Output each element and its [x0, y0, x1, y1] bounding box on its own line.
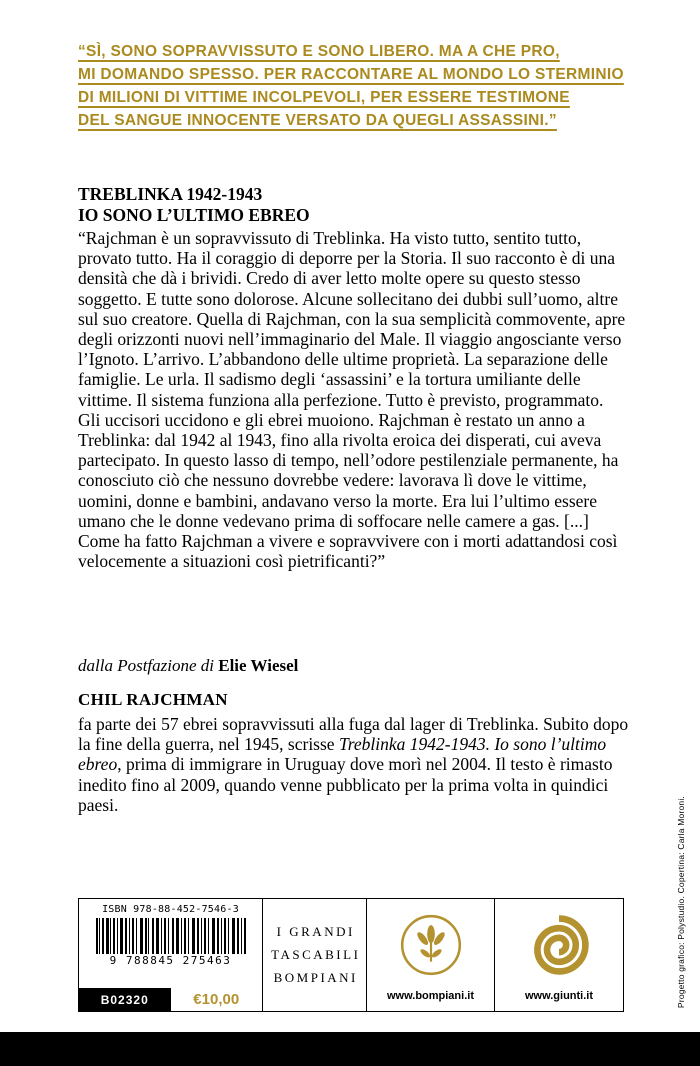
bompiani-cell — [366, 899, 494, 1011]
footer-box — [78, 898, 624, 1012]
cover-quote-line: MI DOMANDO SPESSO. PER RACCONTARE AL MONDO LO STERMINIO — [78, 66, 624, 83]
price-label: €10,00 — [193, 991, 240, 1008]
price-row — [79, 988, 262, 1011]
isbn-label: ISBN 978-88-452-7546-3 — [102, 904, 239, 915]
publisher-series-line: TASCABILI — [271, 947, 361, 962]
print-credit: Progetto grafico: Polystudio. Copertina: Carla Moroni. — [676, 795, 686, 1008]
barcode — [96, 918, 246, 954]
giunti-url: www.giunti.it — [524, 990, 594, 1002]
bottom-black-bar — [0, 1032, 700, 1066]
edition-code-badge: B02320 — [79, 988, 171, 1011]
cover-quote-line: DI MILIONI DI VITTIME INCOLPEVOLI, PER ESSERE TESTIMONE — [78, 89, 570, 106]
cover-quote — [78, 40, 638, 132]
ean-digits: 9 788845 275463 — [109, 954, 232, 967]
giunti-logo-icon — [529, 899, 589, 990]
attribution-name: Elie Wiesel — [218, 656, 299, 675]
giunti-cell — [494, 899, 623, 1011]
book-title-line2: IO SONO L’ULTIMO EBREO — [78, 205, 310, 225]
publisher-series-line: BOMPIANI — [273, 970, 358, 985]
author-bio-book-title: Treblinka 1942-1943. Io sono l’ultimo ebreo — [78, 734, 607, 775]
author-heading: CHIL RAJCHMAN — [78, 690, 228, 709]
review-text: “Rajchman è un sopravvissuto di Treblinka. Ha visto tutto, sentito tutto, provato tutto. Ha il coraggio di deporre per la Storia. Il suo racconto è di una densità che dà i brividi. Credo di aver letto molte opere su questo stesso soggetto. E tutte sono dolorose. Alcune sollecitano dei dubbi sull’uomo, altre sul suo creatore. Quella di Rajchman, con la sua semplicità commovente, apre degli orizzonti nuovi nell’immaginario del Male. Il viaggio angosciante verso l’Ignoto. L’arrivo. L’abbandono delle ultime proprietà. La separazione delle famiglie. Le urla. Il sadismo degli ‘assassini’ e la tortura umiliante delle vittime. Il sistema funziona alla perfezione. Tutto è previsto, programmato. Gli uccisori uccidono e gli ebrei muoiono. Rajchman è restato un anno a Treblinka: dal 1942 al 1943, fino alla rivolta eroica dei disperati, cui aveva partecipato. In questo lasso di tempo, nell’odore pestilenziale permanente, ha conosciuto ciò che nessuno dovrebbe vedere: lavorava lì dove le vittime, uomini, donne e bambini, andavano verso la morte. Era lui l’ultimo essere umano che le donne vedevano prima di soffocare nelle camere a gas. [...] Come ha fatto Rajchman a vivere e sopravvivere con i morti adattandosi così velocemente a situazioni così pietrificanti?” — [78, 228, 626, 572]
book-title — [78, 184, 310, 226]
cover-quote-line: “SÌ, SONO SOPRAVVISSUTO E SONO LIBERO. MA A CHE PRO, — [78, 43, 560, 60]
bompiani-url: www.bompiani.it — [387, 990, 474, 1002]
bompiani-logo-icon — [399, 899, 463, 990]
attribution — [78, 656, 298, 676]
author-bio — [78, 714, 630, 815]
attribution-prefix: dalla Postfazione di — [78, 656, 219, 675]
author-bio-part3: , prima di immigrare in Uruguay dove morì nel 2004. Il testo è rimasto inedito fino al 2009, quando venne pubblicato per la prima volta in quindici paesi. — [78, 754, 613, 815]
publisher-series-line: I GRANDI — [276, 924, 355, 939]
barcode-cell — [79, 899, 262, 1011]
author-bio-part1: fa parte dei 57 ebrei sopravvissuti alla fuga dal lager di Treblinka. Subito dopo la fine della guerra, nel 1945, scrisse — [78, 714, 629, 755]
publisher-series-cell — [262, 899, 366, 1011]
cover-quote-line: DEL SANGUE INNOCENTE VERSATO DA QUEGLI ASSASSINI.” — [78, 112, 557, 129]
book-title-line1: TREBLINKA 1942-1943 — [78, 184, 263, 204]
